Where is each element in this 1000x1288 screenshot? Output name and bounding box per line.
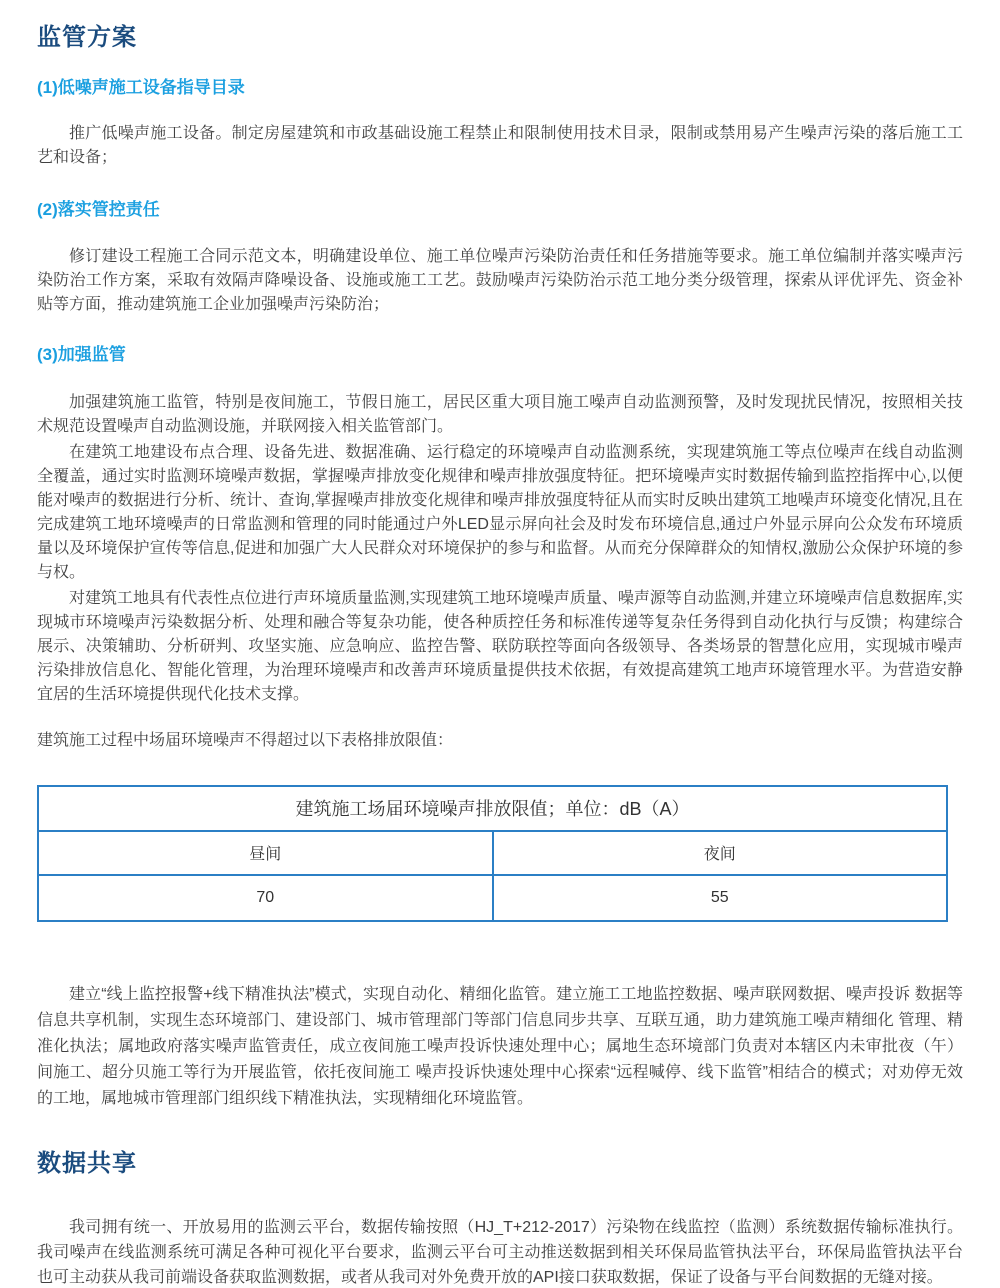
paragraph-strengthen-supervision-3: 对建筑工地具有代表性点位进行声环境质量监测,实现建筑工地环境噪声质量、噪声源等自动监测,并建立环境噪声信息数据库,实现城市环境噪声污染数据分析、处理和融合等复杂功能，使各种质控任务和标准传递等复杂任务得到自动化执行与反馈；构建综合展示、决策辅助、分析研判、攻坚实施、应急响应、监控告警、联防联控等面向各级领导、各类场景的智慧化应用，实现城市噪声污染排放信息化、智能化管理，为治理环境噪声和改善声环境质量提供技术依据，有效提高建筑工地声环境管理水平。为营造安静宜居的生活环境提供现代化技术支撑。	[37, 589, 963, 703]
column-header-nighttime: 夜间	[493, 831, 948, 875]
column-header-daytime: 昼间	[38, 831, 493, 875]
subsection-heading-strengthen-supervision: (3)加强监管	[37, 344, 126, 364]
table-row-headers	[38, 831, 947, 875]
paragraph-data-sharing: 我司拥有统一、开放易用的监测云平台，数据传输按照（HJ_T+212-2017）污染物在线监控（监测）系统数据传输标准执行。我司噪声在线监测系统可满足各种可视化平台要求，监测云平台可主动推送数据到相关环保局监管执法平台，环保局监管执法平台也可主动获从我司前端设备获取监测数据，或者从我司对外免费开放的API接口获取数据，保证了设备与平台间数据的无缝对接。	[37, 1218, 963, 1286]
subsection-heading-control-responsibility: (2)落实管控责任	[37, 200, 160, 220]
paragraph-low-noise-equipment: 推广低噪声施工设备。制定房屋建筑和市政基础设施工程禁止和限制使用技术目录，限制或禁用易产生噪声污染的落后施工工艺和设备；	[37, 125, 963, 167]
subsection-heading-low-noise-equipment: (1)低噪声施工设备指导目录	[37, 77, 245, 97]
supervision-plan-title: 监管方案	[37, 24, 137, 51]
noise-limit-table-title: 建筑施工场届环境噪声排放限值；单位：dB（A）	[38, 786, 947, 831]
noise-limit-table	[37, 785, 948, 922]
paragraph-online-monitoring-enforcement: 建立“线上监控报警+线下精准执法”模式，实现自动化、精细化监管。建立施工工地监控数据、噪声联网数据、噪声投诉 数据等信息共享机制，实现生态环境部门、建设部门、城市管理部门等部门信息同步共享、互联互通，助力建筑施工噪声精细化 管理、精准化执法；属地政府落实噪声监管责任，成立夜间施工噪声投诉快速处理中心；属地生态环境部门负责对本辖区内未审批夜（午）间施工、超分贝施工等行为开展监管，依托夜间施工 噪声投诉快速处理中心探索“远程喊停、线下监管”相结合的模式；对劝停无效的工地，属地城市管理部门组织线下精准执法，实现精细化环境监管。	[37, 985, 963, 1107]
paragraph-control-responsibility: 修订建设工程施工合同示范文本，明确建设单位、施工单位噪声污染防治责任和任务措施等要求。施工单位编制并落实噪声污染防治工作方案，采取有效隔声降噪设备、设施或施工工艺。鼓励噪声污染防治示范工地分类分级管理，探索从评优评先、资金补贴等方面，推动建筑施工企业加强噪声污染防治；	[37, 247, 963, 313]
daytime-limit-value: 70	[38, 875, 493, 921]
paragraph-strengthen-supervision-1: 加强建筑施工监管，特别是夜间施工，节假日施工，居民区重大项目施工噪声自动监测预警，及时发现扰民情况，按照相关技术规范设置噪声自动监测设施，并联网接入相关监管部门。	[37, 393, 963, 435]
nighttime-limit-value: 55	[493, 875, 948, 921]
table-row-title	[38, 786, 947, 831]
table-row-values	[38, 875, 947, 921]
paragraph-strengthen-supervision-2: 在建筑工地建设布点合理、设备先进、数据准确、运行稳定的环境噪声自动监测系统，实现建筑施工等点位噪声在线自动监测全覆盖，通过实时监测环境噪声数据，掌握噪声排放变化规律和噪声排放强度特征。把环境噪声实时数据传输到监控指挥中心,以便能对噪声的数据进行分析、统计、查询,掌握噪声排放变化规律和噪声排放强度特征从而实时反映出建筑工地噪声环境变化情况,且在完成建筑工地环境噪声的日常监测和管理的同时能通过户外LED显示屏向社会及时发布环境信息,通过户外显示屏向公众发布环境质量以及环境保护宣传等信息,促进和加强广大人民群众对环境保护的参与和监督。从而充分保障群众的知情权,激励公众保护环境的参与权。	[37, 443, 963, 581]
data-sharing-title: 数据共享	[37, 1149, 137, 1177]
noise-limit-table-intro: 建筑施工过程中场届环境噪声不得超过以下表格排放限值：	[37, 731, 454, 749]
